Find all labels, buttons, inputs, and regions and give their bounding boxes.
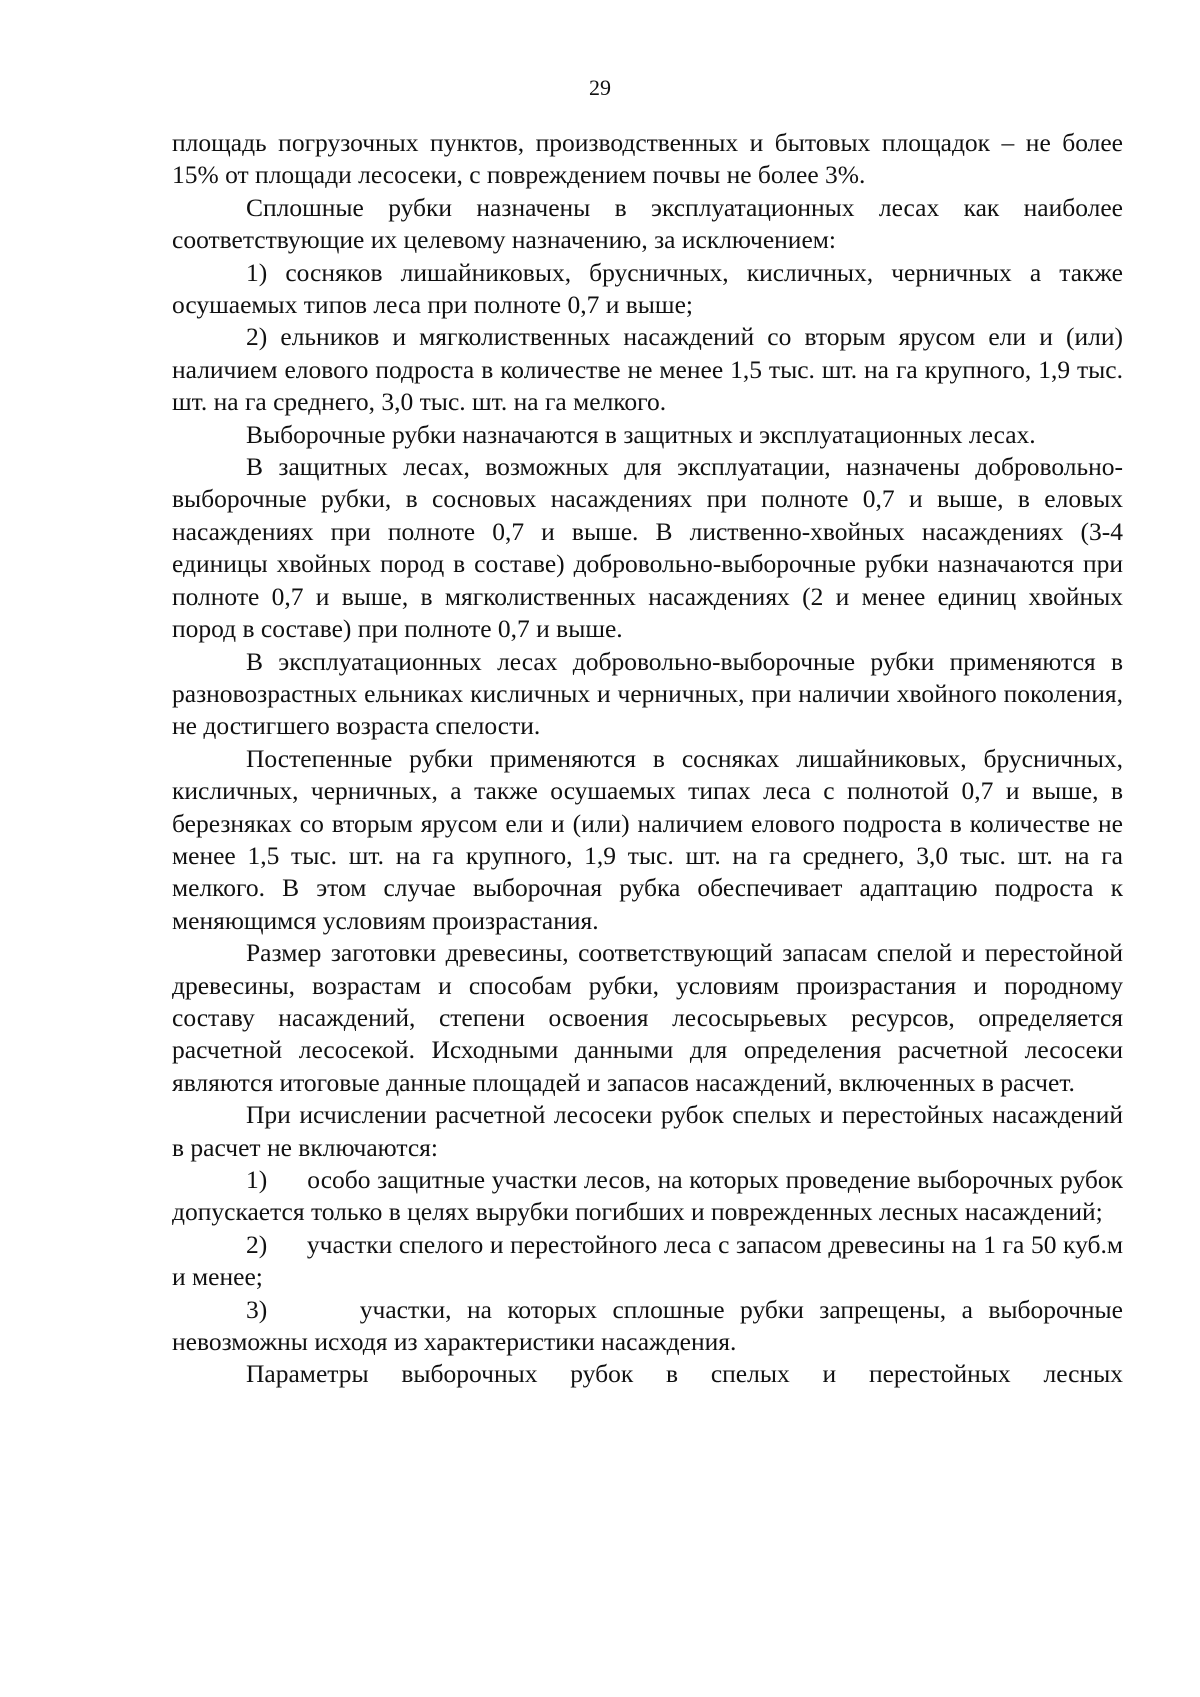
paragraph-selective-parameters: Параметры выборочных рубок в спелых и перестойных лесных [246,1359,1123,1389]
paragraph-excluded-intro: При исчислении расчетной лесосеки рубок спелых и перестойных насаждений в расчет не включаются: [172,1100,1123,1162]
paragraph-clear-cuts: Сплошные рубки назначены в эксплуатационных лесах как наиболее соответствующие их целевому назначению, за исключением: [172,192,1123,255]
paragraph-selective-cuts: Выборочные рубки назначаются в защитных и эксплуатационных лесах. [246,419,1036,449]
paragraph-operational-forests: В эксплуатационных лесах добровольно-выборочные рубки применяются в разновозрастных ельниках кисличных и черничных, при наличии хвойного поколения, не достигшего возраста спелости. [172,646,1123,741]
paragraph-protective-forests: В защитных лесах, возможных для эксплуатации, назначены добровольно-выборочные рубки, в сосновых насаждениях при полноте 0,7 и выше, в еловых насаждениях при полноте 0,7 и выше. В лиственно-хвойных насаждениях (3-4 единицы хвойных пород в составе) добровольно-выборочные рубки назначаются при полноте 0,7 и выше, в мягколиственных насаждениях (2 и менее единиц хвойных пород в составе) при полноте 0,7 и выше. [172,452,1123,644]
document-body [172,127,1130,1391]
page-number: 29 [589,75,611,100]
excluded-item-3: 3) участки, на которых сплошные рубки запрещены, а выборочные невозможны исходя из характеристики насаждения. [172,1294,1130,1357]
excluded-item-1: 1) особо защитные участки лесов, на которых проведение выборочных рубок допускается только в целях вырубки погибших и поврежденных лесных насаждений; [172,1165,1130,1227]
paragraph-harvest-volume: Размер заготовки древесины, соответствующий запасам спелой и перестойной древесины, возрастам и способам рубки, условиям произрастания и породному составу насаждений, степени освоения лесосырьевых ресурсов, определяется расчетной лесосекой. Исходными данными для определения расчетной лесосеки являются итоговые данные площадей и запасов насаждений, включенных в расчет. [172,938,1123,1097]
paragraph-continuation: площадь погрузочных пунктов, производственных и бытовых площадок – не более 15% от площади лесосеки, с повреждением почвы не более 3%. [172,128,1123,190]
paragraph-gradual-cuts: Постепенные рубки применяются в сосняках лишайниковых, брусничных, кисличных, черничных, а также осушаемых типах леса с полнотой 0,7 и выше, в березняках со вторым ярусом ели и (или) наличием елового подроста в количестве не менее 1,5 тыс. шт. на га крупного, 1,9 тыс. шт. на га среднего, 3,0 тыс. шт. на га мелкого. В этом случае выборочная рубка обеспечивает адаптацию подроста к меняющимся условиям произрастания. [172,743,1123,935]
excluded-item-2: 2) участки спелого и перестойного леса с запасом древесины на 1 га 50 куб.м и менее; [172,1229,1130,1292]
list-item-2-spruce-forests: 2) ельников и мягколиственных насаждений со вторым ярусом ели и (или) наличием елового подроста в количестве не менее 1,5 тыс. шт. на га крупного, 1,9 тыс. шт. на га среднего, 3,0 тыс. шт. на га мелкого. [172,322,1123,417]
list-item-1-pine-forests: 1) сосняков лишайниковых, брусничных, кисличных, черничных а также осушаемых типов леса при полноте 0,7 и выше; [172,257,1123,320]
